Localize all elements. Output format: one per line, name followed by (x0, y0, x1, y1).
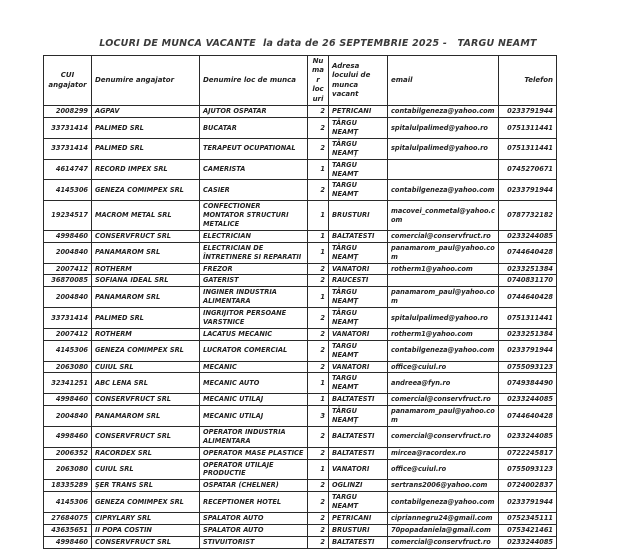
cell-email: contabilgeneza@yahoo.com (388, 106, 499, 118)
cell-adresa: TÂRGU NEAMŢ (329, 138, 388, 159)
cell-angajator: PALIMED SRL (92, 138, 200, 159)
header-cui-angajator: CUI angajator (44, 56, 92, 106)
cell-angajator: PALIMED SRL (92, 118, 200, 139)
header-adresa: Adresa locului de munca vacant (329, 56, 388, 106)
cell-loc: MECANIC UTILAJ (200, 394, 308, 406)
cell-telefon: 0751311441 (499, 118, 557, 139)
cell-email (388, 275, 499, 287)
cell-numar: 2 (308, 524, 329, 536)
cell-adresa: BALTATESTI (329, 447, 388, 459)
table-header (44, 56, 557, 106)
cell-telefon: 0755093123 (499, 361, 557, 373)
cell-telefon: 0233244085 (499, 230, 557, 242)
cell-email: office@cuiul.ro (388, 361, 499, 373)
cell-telefon: 0233791944 (499, 492, 557, 513)
cell-numar: 2 (308, 263, 329, 275)
cell-cui: 32341251 (44, 373, 92, 394)
cell-adresa: RAUCESTI (329, 275, 388, 287)
cell-adresa: TARGU NEAMT (329, 180, 388, 201)
cell-telefon: 0745270671 (499, 159, 557, 180)
cell-cui: 2063080 (44, 361, 92, 373)
table-row (44, 106, 557, 118)
cell-adresa: BALTATESTI (329, 426, 388, 447)
cell-numar: 1 (308, 230, 329, 242)
cell-angajator: PANAMAROM SRL (92, 287, 200, 308)
cell-adresa: BALTATESTI (329, 230, 388, 242)
cell-adresa: TÂRGU NEAMŢ (329, 242, 388, 263)
cell-loc: LUCRATOR COMERCIAL (200, 340, 308, 361)
table-row (44, 328, 557, 340)
cell-email: spitalulpalimed@yahoo.ro (388, 118, 499, 139)
cell-cui: 33731414 (44, 118, 92, 139)
cell-angajator: CONSERVFRUCT SRL (92, 426, 200, 447)
cell-loc: STIVUITORIST (200, 536, 308, 548)
cell-loc: CASIER (200, 180, 308, 201)
table-row (44, 459, 557, 480)
cell-angajator: CONSERVFRUCT SRL (92, 394, 200, 406)
cell-cui: 4145306 (44, 180, 92, 201)
cell-loc: ELECTRICIAN DE ÎNTRETINERE SI REPARATII (200, 242, 308, 263)
cell-email: rotherm1@yahoo.com (388, 263, 499, 275)
cell-adresa: TÂRGU NEAMŢ (329, 118, 388, 139)
cell-cui: 4998460 (44, 394, 92, 406)
cell-email: cipriannegru24@gmail.com (388, 513, 499, 525)
cell-telefon: 0749384490 (499, 373, 557, 394)
cell-email: contabilgeneza@yahoo.com (388, 180, 499, 201)
cell-adresa: VANATORI (329, 328, 388, 340)
cell-cui: 4614747 (44, 159, 92, 180)
cell-telefon: 0233791944 (499, 180, 557, 201)
cell-email: sertrans2006@yahoo.com (388, 480, 499, 492)
cell-telefon: 0744640428 (499, 242, 557, 263)
cell-email: macovei_conmetal@yahoo.com (388, 201, 499, 231)
cell-email: comercial@conservfruct.ro (388, 536, 499, 548)
cell-adresa: PETRICANI (329, 513, 388, 525)
cell-numar: 2 (308, 180, 329, 201)
cell-angajator: CONSERVFRUCT SRL (92, 536, 200, 548)
cell-numar: 1 (308, 287, 329, 308)
cell-angajator: CIPRYLARY SRL (92, 513, 200, 525)
cell-cui: 4998460 (44, 536, 92, 548)
header-row (44, 56, 557, 106)
table-row (44, 263, 557, 275)
table-row (44, 447, 557, 459)
cell-telefon: 0233251384 (499, 263, 557, 275)
page-title: LOCURI DE MUNCA VACANTE la data de 26 SEPTEMBRIE 2025 - TARGU NEAMT (99, 38, 537, 49)
cell-email: contabilgeneza@yahoo.com (388, 492, 499, 513)
cell-telefon: 0744640428 (499, 406, 557, 427)
cell-telefon: 0753421461 (499, 524, 557, 536)
cell-adresa: VANATORI (329, 459, 388, 480)
cell-angajator: ROTHERM (92, 263, 200, 275)
cell-numar: 2 (308, 361, 329, 373)
cell-cui: 4998460 (44, 230, 92, 242)
cell-angajator: PALIMED SRL (92, 308, 200, 329)
table-row (44, 426, 557, 447)
cell-numar: 2 (308, 426, 329, 447)
header-numar-locuri: Numar locuri (308, 56, 329, 106)
cell-adresa: TÂRGU NEAMŢ (329, 308, 388, 329)
cell-angajator: GENEZA COMIMPEX SRL (92, 492, 200, 513)
table-row (44, 138, 557, 159)
cell-adresa: OGLINZI (329, 480, 388, 492)
header-denumire-loc-munca: Denumire loc de munca (200, 56, 308, 106)
table-row (44, 180, 557, 201)
cell-numar: 1 (308, 159, 329, 180)
cell-email (388, 159, 499, 180)
cell-numar: 2 (308, 308, 329, 329)
cell-email: comercial@conservfruct.ro (388, 394, 499, 406)
table-row (44, 230, 557, 242)
cell-angajator: AGPAV (92, 106, 200, 118)
cell-numar: 2 (308, 536, 329, 548)
cell-cui: 4145306 (44, 340, 92, 361)
cell-numar: 2 (308, 480, 329, 492)
cell-loc: ELECTRICIAN (200, 230, 308, 242)
cell-angajator: II POPA COSTIN (92, 524, 200, 536)
cell-cui: 19234517 (44, 201, 92, 231)
cell-numar: 2 (308, 275, 329, 287)
table-row (44, 308, 557, 329)
table-row (44, 480, 557, 492)
cell-email: spitalulpalimed@yahoo.ro (388, 308, 499, 329)
cell-adresa: BALTATESTI (329, 536, 388, 548)
cell-loc: MECANIC (200, 361, 308, 373)
cell-adresa: VANATORI (329, 361, 388, 373)
cell-cui: 2006352 (44, 447, 92, 459)
cell-adresa: VANATORI (329, 263, 388, 275)
cell-numar: 2 (308, 328, 329, 340)
cell-loc: FREZOR (200, 263, 308, 275)
cell-cui: 27684075 (44, 513, 92, 525)
table-row (44, 394, 557, 406)
cell-numar: 1 (308, 201, 329, 231)
cell-adresa: BRUSTURI (329, 524, 388, 536)
cell-email: spitalulpalimed@yahoo.ro (388, 138, 499, 159)
cell-numar: 1 (308, 242, 329, 263)
cell-email: 70popadaniela@gmail.com (388, 524, 499, 536)
table-row (44, 118, 557, 139)
cell-email: andreea@fyn.ro (388, 373, 499, 394)
cell-numar: 3 (308, 406, 329, 427)
cell-adresa: BALTATESTI (329, 394, 388, 406)
cell-telefon: 0751311441 (499, 308, 557, 329)
table-row (44, 536, 557, 548)
cell-adresa: BRUSTURI (329, 201, 388, 231)
cell-email: office@cuiul.ro (388, 459, 499, 480)
header-email: email (388, 56, 499, 106)
cell-loc: OPERATOR MASE PLASTICE (200, 447, 308, 459)
cell-loc: OPERATOR UTILAJE PRODUCTIE (200, 459, 308, 480)
cell-numar: 2 (308, 447, 329, 459)
table-row (44, 287, 557, 308)
cell-numar: 1 (308, 459, 329, 480)
cell-telefon: 0722245817 (499, 447, 557, 459)
table-row (44, 275, 557, 287)
cell-cui: 2063080 (44, 459, 92, 480)
cell-cui: 33731414 (44, 138, 92, 159)
cell-numar: 2 (308, 340, 329, 361)
cell-email: contabilgeneza@yahoo.com (388, 340, 499, 361)
cell-angajator: PANAMAROM SRL (92, 242, 200, 263)
cell-adresa: PETRICANI (329, 106, 388, 118)
cell-angajator: GENEZA COMIMPEX SRL (92, 340, 200, 361)
cell-angajator: MACROM METAL SRL (92, 201, 200, 231)
cell-loc: MECANIC UTILAJ (200, 406, 308, 427)
cell-telefon: 0233791944 (499, 340, 557, 361)
cell-angajator: CONSERVFRUCT SRL (92, 230, 200, 242)
table-row (44, 242, 557, 263)
cell-loc: OSPATAR (CHELNER) (200, 480, 308, 492)
cell-cui: 2004840 (44, 287, 92, 308)
vacancies-table (43, 55, 557, 549)
cell-loc: SPALATOR AUTO (200, 513, 308, 525)
cell-cui: 2004840 (44, 406, 92, 427)
cell-angajator: GENEZA COMIMPEX SRL (92, 180, 200, 201)
cell-angajator: RACORDEX SRL (92, 447, 200, 459)
cell-telefon: 0752345111 (499, 513, 557, 525)
cell-telefon: 0724002837 (499, 480, 557, 492)
cell-email: comercial@conservfruct.ro (388, 426, 499, 447)
cell-angajator: PANAMAROM SRL (92, 406, 200, 427)
cell-cui: 2007412 (44, 328, 92, 340)
cell-cui: 4145306 (44, 492, 92, 513)
table-row (44, 373, 557, 394)
cell-loc: LACATUS MECANIC (200, 328, 308, 340)
cell-loc: MECANIC AUTO (200, 373, 308, 394)
header-denumire-angajator: Denumire angajator (92, 56, 200, 106)
cell-adresa: TARGU NEAMT (329, 159, 388, 180)
cell-loc: BUCATAR (200, 118, 308, 139)
cell-email: panamarom_paul@yahoo.com (388, 406, 499, 427)
cell-numar: 2 (308, 513, 329, 525)
cell-loc: INGINER INDUSTRIA ALIMENTARA (200, 287, 308, 308)
cell-loc: INGRIJITOR PERSOANE VARSTNICE (200, 308, 308, 329)
cell-loc: RECEPTIONER HOTEL (200, 492, 308, 513)
cell-loc: SPALATOR AUTO (200, 524, 308, 536)
cell-adresa: TARGU NEAMT (329, 340, 388, 361)
cell-angajator: CUIUL SRL (92, 361, 200, 373)
cell-loc: CAMERISTA (200, 159, 308, 180)
cell-email: mircea@racordex.ro (388, 447, 499, 459)
cell-numar: 2 (308, 492, 329, 513)
cell-telefon: 0744640428 (499, 287, 557, 308)
table-row (44, 361, 557, 373)
cell-numar: 2 (308, 106, 329, 118)
cell-telefon: 0233244085 (499, 536, 557, 548)
table-body (44, 106, 557, 549)
cell-numar: 1 (308, 373, 329, 394)
table-row (44, 159, 557, 180)
cell-email: comercial@conservfruct.ro (388, 230, 499, 242)
cell-adresa: TARGU NEAMT (329, 492, 388, 513)
cell-angajator: ABC LENA SRL (92, 373, 200, 394)
cell-cui: 18335289 (44, 480, 92, 492)
cell-numar: 2 (308, 138, 329, 159)
cell-telefon: 0740831170 (499, 275, 557, 287)
cell-email: panamarom_paul@yahoo.com (388, 287, 499, 308)
cell-loc: GATERIST (200, 275, 308, 287)
table-row (44, 340, 557, 361)
cell-adresa: TÂRGU NEAMŢ (329, 406, 388, 427)
cell-cui: 2007412 (44, 263, 92, 275)
cell-numar: 2 (308, 118, 329, 139)
cell-angajator: ROTHERM (92, 328, 200, 340)
table-row (44, 492, 557, 513)
table-row (44, 524, 557, 536)
cell-angajator: CUIUL SRL (92, 459, 200, 480)
cell-loc: CONFECTIONER MONTATOR STRUCTURI METALICE (200, 201, 308, 231)
cell-loc: AJUTOR OSPATAR (200, 106, 308, 118)
cell-adresa: TARGU NEAMT (329, 373, 388, 394)
table-row (44, 406, 557, 427)
cell-loc: OPERATOR INDUSTRIA ALIMENTARA (200, 426, 308, 447)
cell-angajator: ŞER TRANS SRL (92, 480, 200, 492)
cell-cui: 43635651 (44, 524, 92, 536)
cell-numar: 1 (308, 394, 329, 406)
cell-telefon: 0755093123 (499, 459, 557, 480)
cell-telefon: 0233251384 (499, 328, 557, 340)
table-row (44, 201, 557, 231)
cell-telefon: 0233791944 (499, 106, 557, 118)
cell-loc: TERAPEUT OCUPATIONAL (200, 138, 308, 159)
cell-cui: 2008299 (44, 106, 92, 118)
cell-email: rotherm1@yahoo.com (388, 328, 499, 340)
cell-telefon: 0787732182 (499, 201, 557, 231)
cell-angajator: RECORD IMPEX SRL (92, 159, 200, 180)
cell-cui: 36870085 (44, 275, 92, 287)
header-telefon: Telefon (499, 56, 557, 106)
cell-angajator: SOFIANA IDEAL SRL (92, 275, 200, 287)
cell-cui: 2004840 (44, 242, 92, 263)
cell-email: panamarom_paul@yahoo.com (388, 242, 499, 263)
cell-telefon: 0233244085 (499, 394, 557, 406)
cell-telefon: 0233244085 (499, 426, 557, 447)
cell-telefon: 0751311441 (499, 138, 557, 159)
cell-adresa: TÂRGU NEAMŢ (329, 287, 388, 308)
cell-cui: 4998460 (44, 426, 92, 447)
table-row (44, 513, 557, 525)
cell-cui: 33731414 (44, 308, 92, 329)
